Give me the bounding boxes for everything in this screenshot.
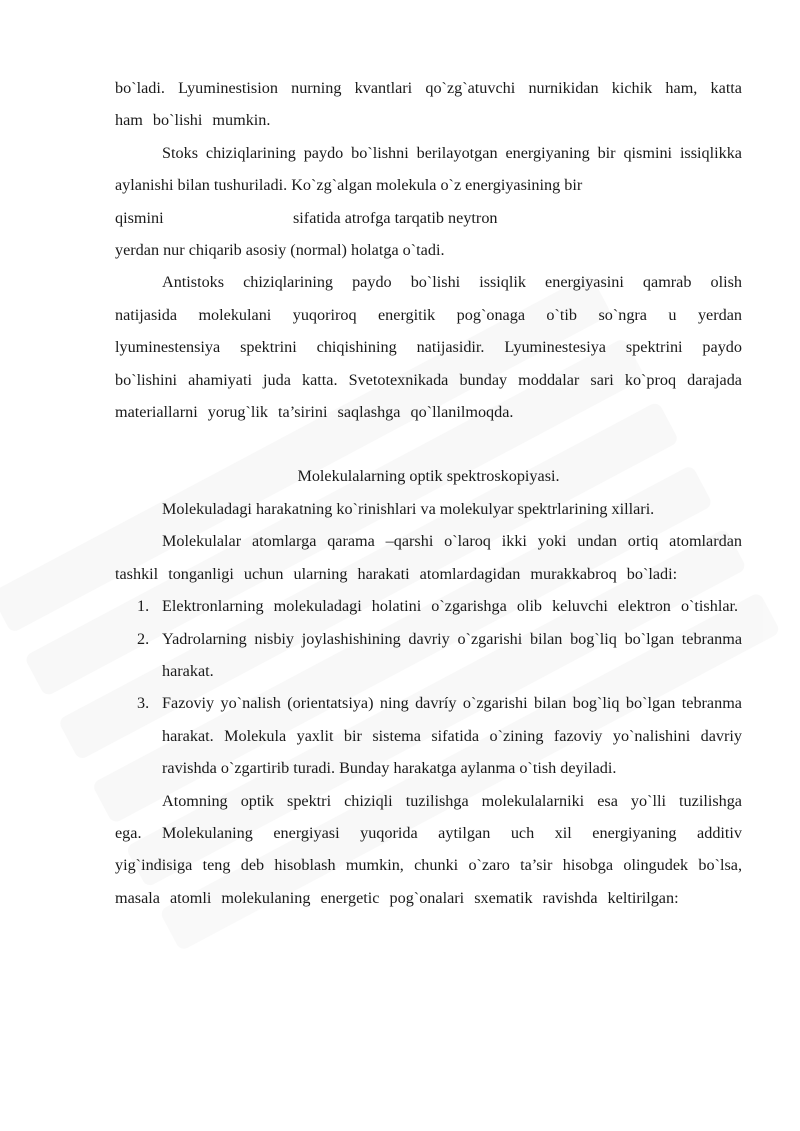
list-item-number: 1. [137, 597, 150, 616]
list-item-number: 3. [137, 694, 150, 713]
paragraph-2-line-a: Stoks chiziqlarining paydo bo`lishni berilayotgan energiyaning bir qismini issiqlikka aylanishi bilan tushuriladi. Ko`zg`algan molekula o`z energiyasining bir [115, 143, 742, 195]
list-item-text: Yadrolarning nisbiy joylashishining davriy o`zgarishi bilan bog`liq bo`lgan tebranma harakat. [162, 629, 742, 680]
paragraph-2-broken-line [115, 202, 742, 234]
list-item-text: Elektronlarning molekuladagi holatini o`zgarishga olib keluvchi elektron o`tishlar. [162, 597, 739, 616]
paragraph-2-fragment-b: qismini [115, 208, 164, 227]
list-item-number: 2. [137, 629, 150, 648]
body-text [115, 72, 742, 914]
paragraph-2-fragment-c: sifatida atrofga tarqatib neytron [293, 208, 498, 227]
paragraph-4: Molekuladagi harakatning ko`rinishlari va molekulyar spektrlarining xillari. [162, 499, 655, 518]
paragraph-6: Atomning optik spektri chiziqli tuzilishga molekulalarniki esa yo`lli tuzilishga ega. Molekulaning energiyasi yuqorida aytilgan uch xil energiyaning additiv yig`indisiga teng deb hisoblash mumkin, chunki o`zaro ta’sir hisobga olingudek bo`lsa, masala atomli molekulaning energetic pog`onalari sxematik ravishda keltirilgan: [115, 791, 742, 907]
list-item [115, 623, 742, 688]
list-item [115, 590, 742, 622]
paragraph-5: Molekulalar atomlarga qarama –qarshi o`laroq ikki yoki undan ortiq atomlardan tashkil tonganligi uchun ularning harakati atomlardagidan murakkabroq bo`ladi: [115, 532, 742, 583]
motion-types-list [115, 590, 742, 784]
paragraph-1: bo`ladi. Lyuminestision nurning kvantlari qo`zg`atuvchi nurnikidan kichik ham, katta ham bo`lishi mumkin. [115, 79, 742, 130]
list-item [115, 687, 742, 784]
paragraph-3: Antistoks chiziqlarining paydo bo`lishi issiqlik energiyasini qamrab olish natijasida molekulani yuqoriroq energitik pog`onaga o`tib so`ngra u yerdan lyuminestensiya spektrini chiqishining natijasidir. Lyuminestesiya spektrini paydo bo`lishini ahamiyati juda katta. Svetotexnikada bunday moddalar sari ko`proq darajada materiallarni yorug`lik ta’sirini saqlashga qo`llanilmoqda. [115, 273, 742, 422]
paragraph-2 [115, 137, 742, 202]
section-heading: Molekulalarning optik spektroskopiyasi. [297, 467, 560, 486]
list-item-text: Fazoviy yo`nalish (orientatsiya) ning davríy o`zgarishi bilan bog`liq bo`lgan tebranma harakat. Molekula yaxlit bir sistema sifatida o`zining fazoviy yo`nalishini davriy ravishda o`zgartirib turadi. Bunday harakatga aylanma o`tish deyiladi. [162, 694, 742, 778]
paragraph-2-end: yerdan nur chiqarib asosiy (normal) holatga o`tadi. [115, 241, 445, 260]
